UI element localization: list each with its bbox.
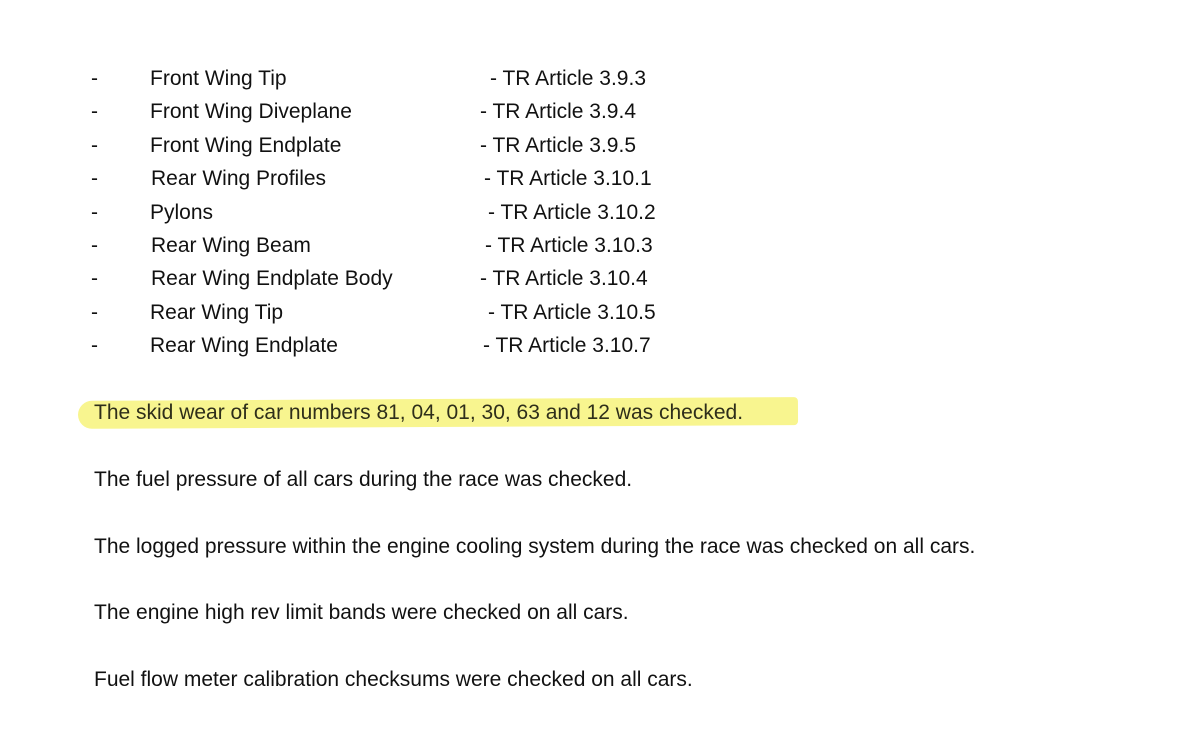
- list-dash: -: [91, 167, 98, 190]
- article-list-item: [0, 298, 1200, 328]
- list-dash: -: [91, 234, 98, 257]
- article-list-item: [0, 164, 1200, 194]
- cooling-pressure-paragraph: The logged pressure within the engine cooling system during the race was checked on all cars.: [94, 535, 976, 558]
- list-dash: -: [91, 267, 98, 290]
- list-dash: -: [91, 134, 98, 157]
- article-reference: - TR Article 3.9.4: [480, 100, 637, 123]
- article-reference: - TR Article 3.10.7: [483, 334, 651, 357]
- list-dash: -: [91, 201, 98, 224]
- component-name: Rear Wing Beam: [151, 234, 311, 257]
- component-name: Pylons: [150, 201, 214, 224]
- component-name: Rear Wing Endplate: [150, 334, 338, 357]
- article-list-item: [0, 198, 1200, 228]
- article-reference: - TR Article 3.9.3: [490, 67, 647, 90]
- article-reference: - TR Article 3.10.3: [485, 234, 653, 257]
- list-dash: -: [91, 67, 98, 90]
- list-dash: -: [91, 100, 98, 123]
- component-name: Front Wing Diveplane: [150, 100, 352, 123]
- article-list-item: [0, 231, 1200, 261]
- article-list-item: [0, 131, 1200, 161]
- component-name: Front Wing Tip: [150, 67, 287, 90]
- list-dash: -: [91, 334, 98, 357]
- article-reference: - TR Article 3.10.1: [484, 167, 652, 190]
- rev-limit-paragraph: The engine high rev limit bands were checked on all cars.: [94, 601, 629, 624]
- skid-wear-paragraph: The skid wear of car numbers 81, 04, 01, 30, 63 and 12 was checked.: [94, 401, 744, 424]
- article-reference: - TR Article 3.10.4: [480, 267, 648, 290]
- list-dash: -: [91, 301, 98, 324]
- component-name: Rear Wing Endplate Body: [151, 267, 393, 290]
- article-list-item: [0, 97, 1200, 127]
- fuel-pressure-paragraph: The fuel pressure of all cars during the race was checked.: [94, 468, 633, 491]
- component-name: Front Wing Endplate: [150, 134, 342, 157]
- article-reference: - TR Article 3.10.5: [488, 301, 656, 324]
- article-reference: - TR Article 3.10.2: [488, 201, 656, 224]
- article-reference: - TR Article 3.9.5: [480, 134, 637, 157]
- article-list-item: [0, 331, 1200, 361]
- fuel-flow-paragraph: Fuel flow meter calibration checksums were checked on all cars.: [94, 668, 693, 691]
- component-name: Rear Wing Profiles: [151, 167, 327, 190]
- article-list-item: [0, 64, 1200, 94]
- article-list-item: [0, 264, 1200, 294]
- component-name: Rear Wing Tip: [150, 301, 284, 324]
